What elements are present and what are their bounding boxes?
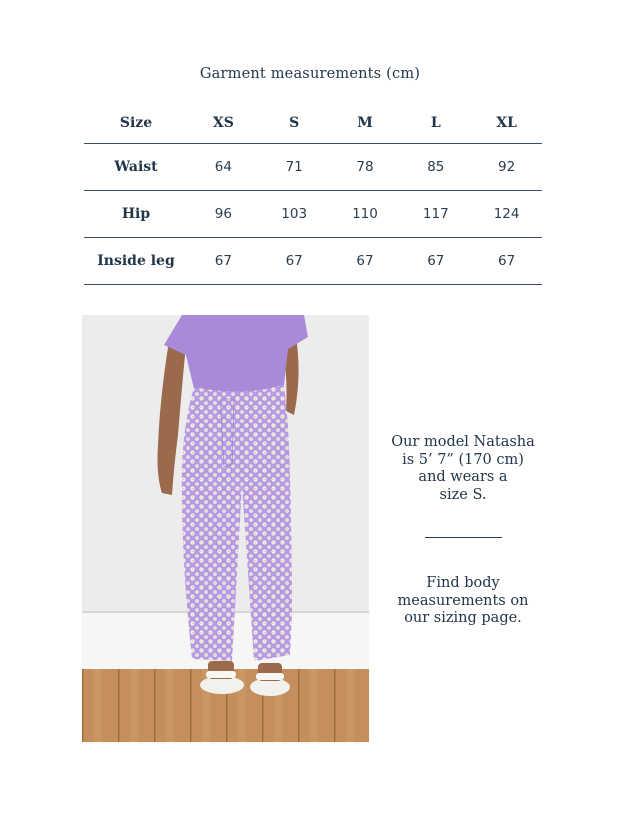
table-header-row: [84, 103, 542, 144]
table-cell: 71: [259, 144, 330, 191]
model-info-line: Our model Natasha: [391, 434, 535, 450]
model-info-line: and wears a: [418, 469, 508, 485]
header-size: Size: [119, 115, 153, 131]
row-label: Inside leg: [84, 238, 188, 285]
header-s: S: [289, 115, 300, 131]
table-cell: 78: [330, 144, 401, 191]
header-m: M: [357, 115, 373, 131]
table-cell: 110: [330, 191, 401, 238]
table-row-waist: [84, 144, 542, 191]
table-cell: 103: [259, 191, 330, 238]
row-label: Hip: [84, 191, 188, 238]
table-cell: 85: [400, 144, 471, 191]
model-info-line: size S.: [439, 486, 487, 503]
table-cell: 67: [400, 238, 471, 285]
sizing-note-line: Find body: [426, 575, 500, 591]
table-row-hip: [84, 191, 542, 238]
table-cell: 67: [188, 238, 259, 285]
table-cell: 92: [471, 144, 542, 191]
model-info: [378, 434, 548, 504]
page-title: Garment measurements (cm): [199, 66, 421, 82]
sizing-note-line: measurements on: [397, 592, 529, 609]
table-cell: 67: [259, 238, 330, 285]
table-cell: 124: [471, 191, 542, 238]
table-row-inside-leg: [84, 238, 542, 285]
table-cell: 117: [400, 191, 471, 238]
table-cell: 64: [188, 144, 259, 191]
row-label: Waist: [84, 144, 188, 191]
table-cell: 67: [330, 238, 401, 285]
model-photo: [82, 315, 369, 742]
table-cell: 96: [188, 191, 259, 238]
model-info-line: is 5’ 7” (170 cm): [402, 451, 524, 468]
sizing-page-note[interactable]: [378, 575, 548, 628]
header-l: L: [430, 115, 441, 131]
table-cell: 67: [471, 238, 542, 285]
header-xl: XL: [496, 115, 517, 131]
sizing-note-line: our sizing page.: [404, 610, 522, 626]
size-table: [84, 103, 542, 285]
divider: [425, 537, 502, 538]
header-xs: XS: [212, 115, 234, 131]
